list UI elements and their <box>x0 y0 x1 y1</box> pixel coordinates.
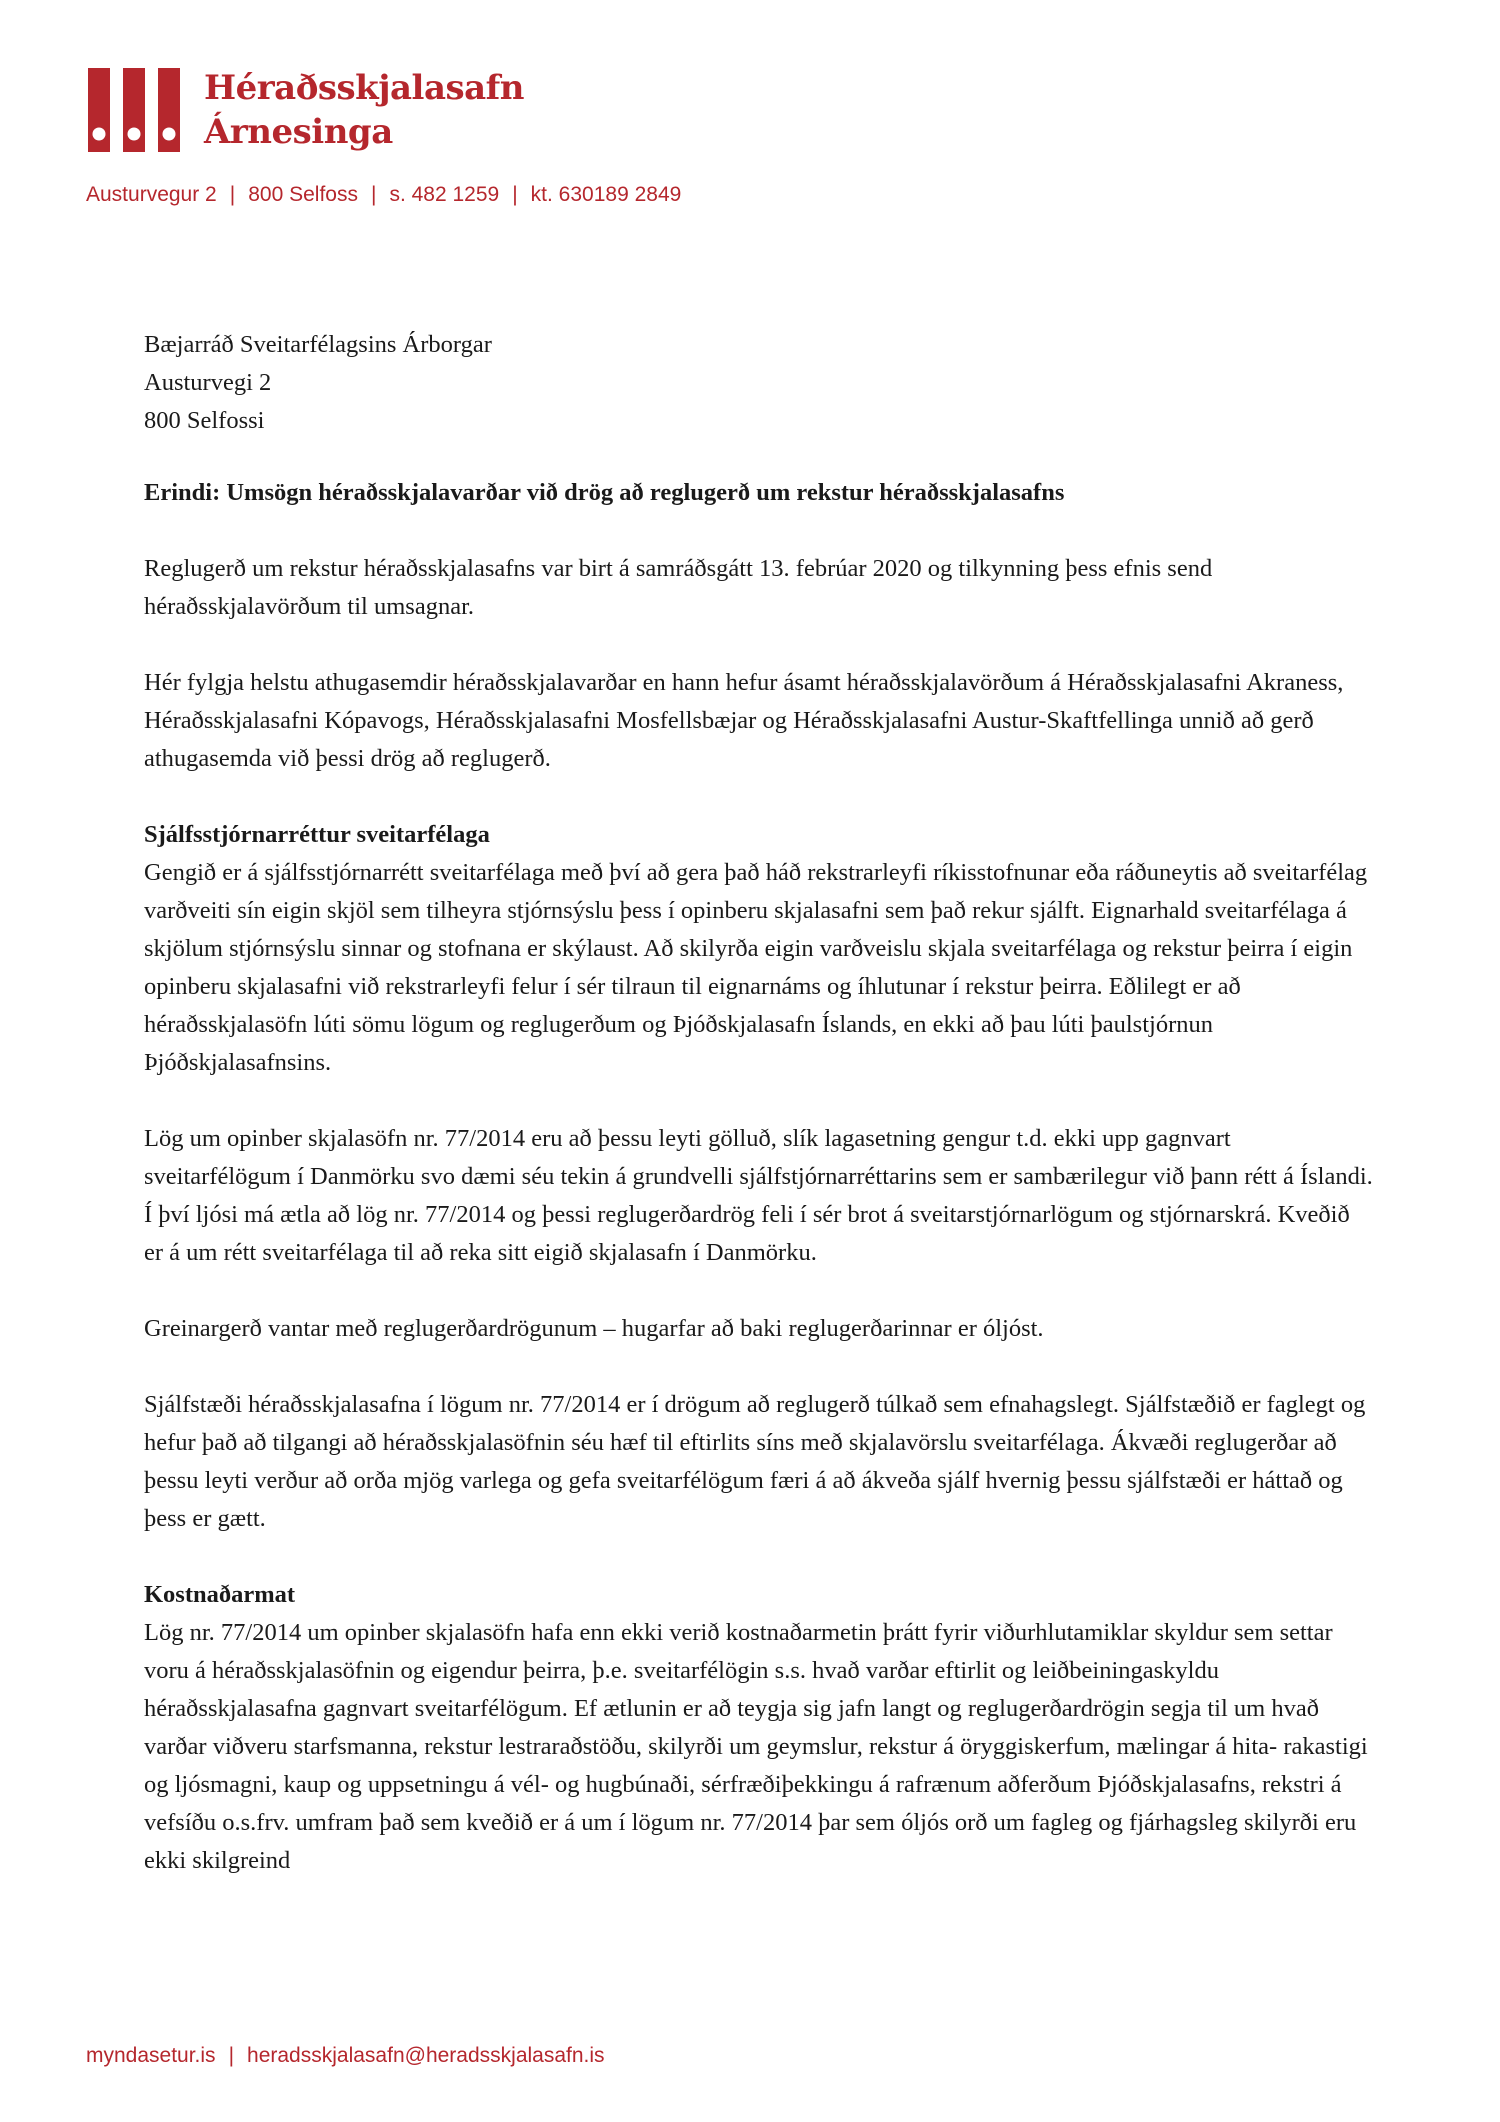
section-heading: Sjálfsstjórnarréttur sveitarfélaga <box>144 821 490 848</box>
org-name-line1: Héraðsskjalasafn <box>204 68 525 108</box>
separator: | <box>229 183 236 206</box>
contact-phone: s. 482 1259 <box>389 183 500 206</box>
paragraph: Greinargerð vantar með reglugerðardrögunum – hugarfar að baki reglugerðarinnar er óljóst. <box>144 1315 1044 1342</box>
separator: | <box>370 183 377 206</box>
letter-body <box>144 326 1374 1880</box>
footer-email-link[interactable]: heradsskjalasafn@heradsskjalasafn.is <box>247 2044 605 2067</box>
subject-line: Erindi: Umsögn héraðsskjalavarðar við drög að reglugerð um rekstur héraðsskjalasafns <box>144 479 1065 506</box>
recipient-line: Bæjarráð Sveitarfélagsins Árborgar <box>144 331 492 358</box>
recipient-line: Austurvegi 2 <box>144 369 272 396</box>
letterhead-logo <box>86 68 536 158</box>
recipient-line: 800 Selfossi <box>144 407 265 434</box>
separator: | <box>512 183 518 206</box>
org-name <box>204 66 524 154</box>
contact-line <box>86 183 681 207</box>
footer <box>86 2044 605 2068</box>
recipient-address <box>144 326 1374 440</box>
separator: | <box>228 2044 235 2067</box>
paragraph: Lög nr. 77/2014 um opinber skjalasöfn hafa enn ekki verið kostnaðarmetin þrátt fyrir viðurhlutamiklar skyldur sem settar voru á héraðsskjalasöfnin og eigendur þeirra, þ.e. sveitarfélögin s.s. hvað varðar eftirlit og leiðbeiningaskyldu héraðsskjalasafna gagnvart sveitarfélögum. Ef ætlunin er að teygja sig jafn langt og reglugerðardrögin segja til um hvað varðar viðveru starfsmanna, rekstur lestraraðstöðu, skilyrði um geymslur, rekstur á öryggiskerfum, mælingar á hita- rakastigi og ljósmagni, kaup og uppsetningu á vél- og hugbúnaði, sérfræðiþekkingu á rafrænum aðferðum Þjóðskjalasafns, rekstri á vefsíðu o.s.frv. umfram það sem kveðið er á um í lögum nr. 77/2014 þar sem óljós orð um fagleg og fjárhagsleg skilyrði eru ekki skilgreind <box>144 1619 1368 1874</box>
contact-kennitala: kt. 630189 2849 <box>530 183 682 206</box>
paragraph: Gengið er á sjálfsstjórnarrétt sveitarfélaga með því að gera það háð rekstrarleyfi ríkisstofnunar eða ráðuneytis að sveitarfélag varðveiti sín eigin skjöl sem tilheyra stjórnsýslu þess í opinberu skjalasafni sem það rekur sjálft. Eignarhald sveitarfélaga á skjölum stjórnsýslu sinnar og stofnana er skýlaust. Að skilyrða eigin varðveislu skjala sveitarfélaga og rekstur þeirra í eigin opinberu skjalasafni við rekstrarleyfi felur í sér tilraun til eignarnáms og íhlutunar í rekstur þeirra. Eðlilegt er að héraðsskjalasöfn lúti sömu lögum og reglugerðum og Þjóðskjalasafn Íslands, en ekki að þau lúti þaulstjórnun Þjóðskjalasafnsins. <box>144 859 1368 1076</box>
paragraph: Hér fylgja helstu athugasemdir héraðsskjalavarðar en hann hefur ásamt héraðsskjalavörðum á Héraðsskjalasafni Akraness, Héraðsskjalasafni Kópavogs, Héraðsskjalasafni Mosfellsbæjar og Héraðsskjalasafni Austur-Skaftfellinga unnið að gerð athugasemda við þessi drög að reglugerð. <box>144 669 1344 772</box>
org-name-line2: Árnesinga <box>204 112 393 152</box>
contact-city: 800 Selfoss <box>248 183 358 206</box>
contact-address: Austurvegur 2 <box>86 183 217 206</box>
paragraph: Sjálfstæði héraðsskjalasafna í lögum nr. 77/2014 er í drögum að reglugerð túlkað sem efnahagslegt. Sjálfstæðið er faglegt og hefur það að tilgangi að héraðsskjalasöfnin séu hæf til eftirlits síns með skjalavörslu sveitarfélaga. Ákvæði reglugerðar að þessu leyti verður að orða mjög varlega og gefa sveitarfélögum færi á að ákveða sjálf hvernig þessu sjálfstæði er háttað og þess er gætt. <box>144 1391 1366 1532</box>
paragraph: Lög um opinber skjalasöfn nr. 77/2014 eru að þessu leyti gölluð, slík lagasetning gengur t.d. ekki upp gagnvart sveitarfélögum í Danmörku svo dæmi séu tekin á grundvelli sjálfstjórnarréttarins sem er sambærilegur við þann rétt á Íslandi. Í því ljósi má ætla að lög nr. 77/2014 og þessi reglugerðardrög feli í sér brot á sveitarstjórnarlögum og stjórnarskrá. Kveðið er á um rétt sveitarfélaga til að reka sitt eigið skjalasafn í Danmörku. <box>144 1125 1373 1266</box>
paragraph: Reglugerð um rekstur héraðsskjalasafns var birt á samráðsgátt 13. febrúar 2020 og tilkynning þess efnis send héraðsskjalavörðum til umsagnar. <box>144 555 1213 620</box>
archive-binders-icon <box>86 68 186 152</box>
footer-website-link[interactable]: myndasetur.is <box>86 2044 216 2067</box>
section-heading: Kostnaðarmat <box>144 1581 296 1608</box>
